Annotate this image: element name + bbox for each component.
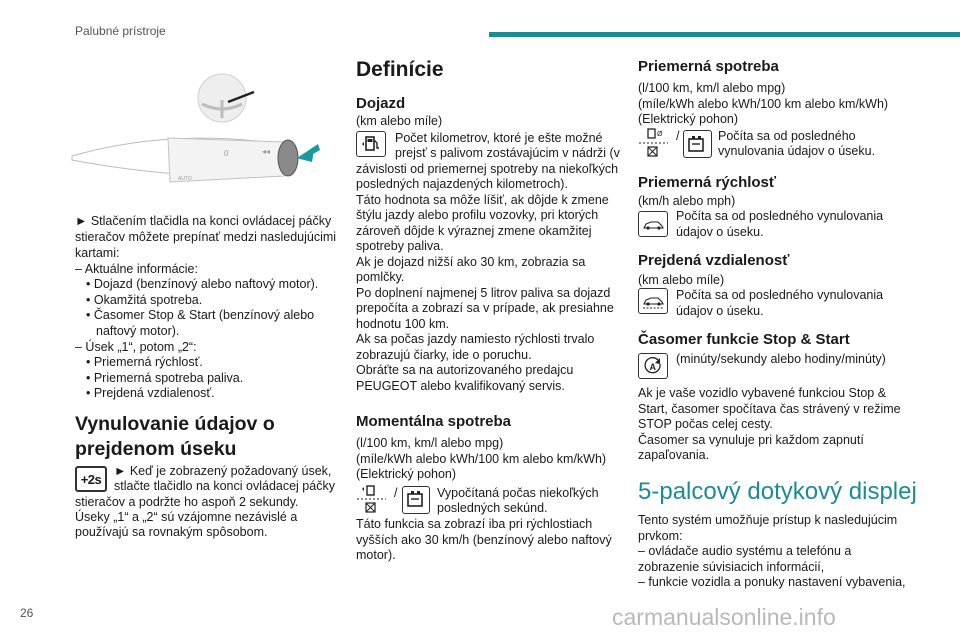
range-text: pomlčky. [356,270,405,284]
stalk-label-0: 0 [224,149,229,158]
instant-desc: posledných sekúnd. [437,501,548,515]
instant-unit: (Elektrický pohon) [356,467,457,481]
stalk [72,138,298,182]
average-fuel-icon [638,127,669,160]
avgspeed-desc: Počíta sa od posledného vynulovania [676,209,884,223]
range-text: štýlu jazdy alebo profilu vozovky, pri ktorých [356,208,599,222]
intro-bullet: • Okamžitá spotreba. [86,293,203,307]
instant-text: vyšších ako 30 km/h (benzínový alebo naftový [356,533,612,547]
intro-bullet: naftový motor). [96,324,180,338]
watermark: carmanualsonline.info [612,604,836,630]
slash-separator: / [676,129,680,143]
intro-bullet: • Prejdená vzdialenosť. [86,386,215,400]
intro-line: stieračov môžete prepínať medzi nasledujúcimi [75,230,337,244]
range-text: Ak je dojazd nižší ako 30 km, zobrazia sa [356,255,586,269]
stop-start-text: zapaľovania. [638,448,710,462]
range-text: Po doplnení najmenej 5 litrov paliva sa dojazd [356,286,611,300]
distance-desc: Počíta sa od posledného vynulovania [676,288,884,302]
svg-text:Ø: Ø [657,131,663,138]
stalk-label-auto: AUTO [178,176,192,182]
instant-unit: (l/100 km, km/l alebo mpg) [356,436,504,450]
intro-line: kartami: [75,246,120,260]
distance-desc: údajov o úseku. [676,304,764,318]
range-text: Ak sa počas jazdy namiesto rýchlosti trvalo [356,332,595,346]
avgcons-unit: (Elektrický pohon) [638,112,739,126]
instant-text: motor). [356,548,396,562]
avgcons-unit: (míle/kWh alebo kWh/100 km alebo km/kWh) [638,97,889,111]
range-text: Počet kilometrov, ktoré je ešte možné [395,131,603,145]
stop-start-text: STOP počas celej cesty. [638,417,773,431]
touchscreen-text: – funkcie vozidla a ponuky nastavení vybavenia, [638,575,906,589]
touchscreen-heading: 5-palcový dotykový displej [638,478,917,505]
definitions-heading: Definície [356,58,444,81]
instant-desc: Vypočítaná počas niekoľkých [437,486,599,500]
avgspeed-desc: údajov o úseku. [676,225,764,239]
intro-line: – Aktuálne informácie: [75,262,198,276]
stop-start-unit: (minúty/sekundy alebo hodiny/minúty) [676,352,886,366]
stop-start-text: Časomer sa vynuluje pri každom zapnutí [638,433,864,447]
header-accent-bar [489,32,960,37]
reset-text: Úseky „1“ a „2“ sú vzájomne nezávislé a [75,510,298,524]
intro-bullet: • Dojazd (benzínový alebo naftový motor). [86,277,319,291]
range-text: zároveň dôjde k výraznej zmene okamžitej [356,224,592,238]
avgcons-desc: Počíta sa od posledného [718,129,856,143]
distance-travelled-heading: Prejdená vzdialenosť [638,252,790,269]
range-text: zobrazujú čiarky, ide o poruchu. [356,348,532,362]
intro-line: – Úsek „1“, potom „2“: [75,340,197,354]
range-text: posledných najazdených kilometroch). [356,177,568,191]
intro-bullet: • Priemerná rýchlosť. [86,355,203,369]
range-text: Táto hodnota sa môže líšiť, ak dôjde k zmene [356,193,609,207]
reset-text: používajú sa rovnakým spôsobom. [75,525,268,539]
electric-average-icon [683,130,712,158]
stop-start-text: Ak je vaše vozidlo vybavené funkciou Stop & [638,386,887,400]
fuel-pump-icon [356,131,386,157]
plus-2s-icon: +2s [75,466,107,492]
reset-heading-line-2: prejdenom úseku [75,438,237,460]
fuel-flow-icon [356,484,387,515]
range-heading: Dojazd [356,95,406,112]
avgcons-desc: vynulovania údajov o úseku. [718,144,876,158]
intro-bullet: • Priemerná spotreba paliva. [86,371,244,385]
touchscreen-text: prvkom: [638,529,683,543]
slash-separator: / [394,486,398,500]
range-text: PEUGEOT alebo kvalifikovaný servis. [356,379,565,393]
touchscreen-text: Tento systém umožňuje prístup k nasledujúcim [638,513,898,527]
stop-start-heading: Časomer funkcie Stop & Start [638,331,850,348]
wiper-stalk-illustration [70,70,330,210]
distance-unit: (km alebo míle) [638,273,725,287]
range-text: spotreby paliva. [356,239,444,253]
svg-text:◂◂: ◂◂ [262,147,271,156]
range-text: hodnotu 100 km. [356,317,450,331]
range-text: závislosti od priemernej spotreby na niekoľkých [356,162,619,176]
electric-consumption-icon [402,486,430,514]
stop-start-icon [638,353,668,379]
average-consumption-heading: Priemerná spotreba [638,58,779,75]
reset-heading-line-1: Vynulovanie údajov o [75,413,275,435]
press-arrow-icon [296,144,320,162]
touchscreen-text: – ovládače audio systému a telefónu a [638,544,852,558]
range-text: prejsť s palivom zostávajúcim v nádrži (v [395,146,620,160]
avgcons-unit: (l/100 km, km/l alebo mpg) [638,81,786,95]
distance-car-icon [638,288,668,314]
stop-start-text: Start, časomer spočítava čas strávený v režime [638,402,901,416]
instant-text: Táto funkcia sa zobrazí iba pri rýchlostiach [356,517,593,531]
average-speed-heading: Priemerná rýchlosť [638,174,777,191]
range-text: prepočíta a zobrazí sa v prípade, ak presiahne [356,301,614,315]
reset-text: ► Keď je zobrazený požadovaný úsek, [114,464,332,478]
svg-text:A: A [649,362,656,372]
reset-text: stlačte tlačidlo na konci ovládacej páčky [114,479,335,493]
instant-unit: (míle/kWh alebo kWh/100 km alebo km/kWh) [356,452,607,466]
reset-text: stieračov a podržte ho aspoň 2 sekundy. [75,495,299,509]
range-unit: (km alebo míle) [356,114,443,128]
range-text: Obráťte sa na autorizovaného predajcu [356,363,574,377]
intro-line: ► Stlačením tlačidla na konci ovládacej páčky [75,214,332,228]
avgspeed-unit: (km/h alebo mph) [638,194,736,208]
average-speed-car-icon [638,211,668,237]
page-number: 26 [20,606,34,620]
touchscreen-text: zobrazenie súvisiacich informácií, [638,560,825,574]
steering-wheel-icon [198,74,254,122]
running-header: Palubné prístroje [75,24,166,38]
intro-bullet: • Časomer Stop & Start (benzínový alebo [86,308,315,322]
instant-consumption-heading: Momentálna spotreba [356,413,512,430]
